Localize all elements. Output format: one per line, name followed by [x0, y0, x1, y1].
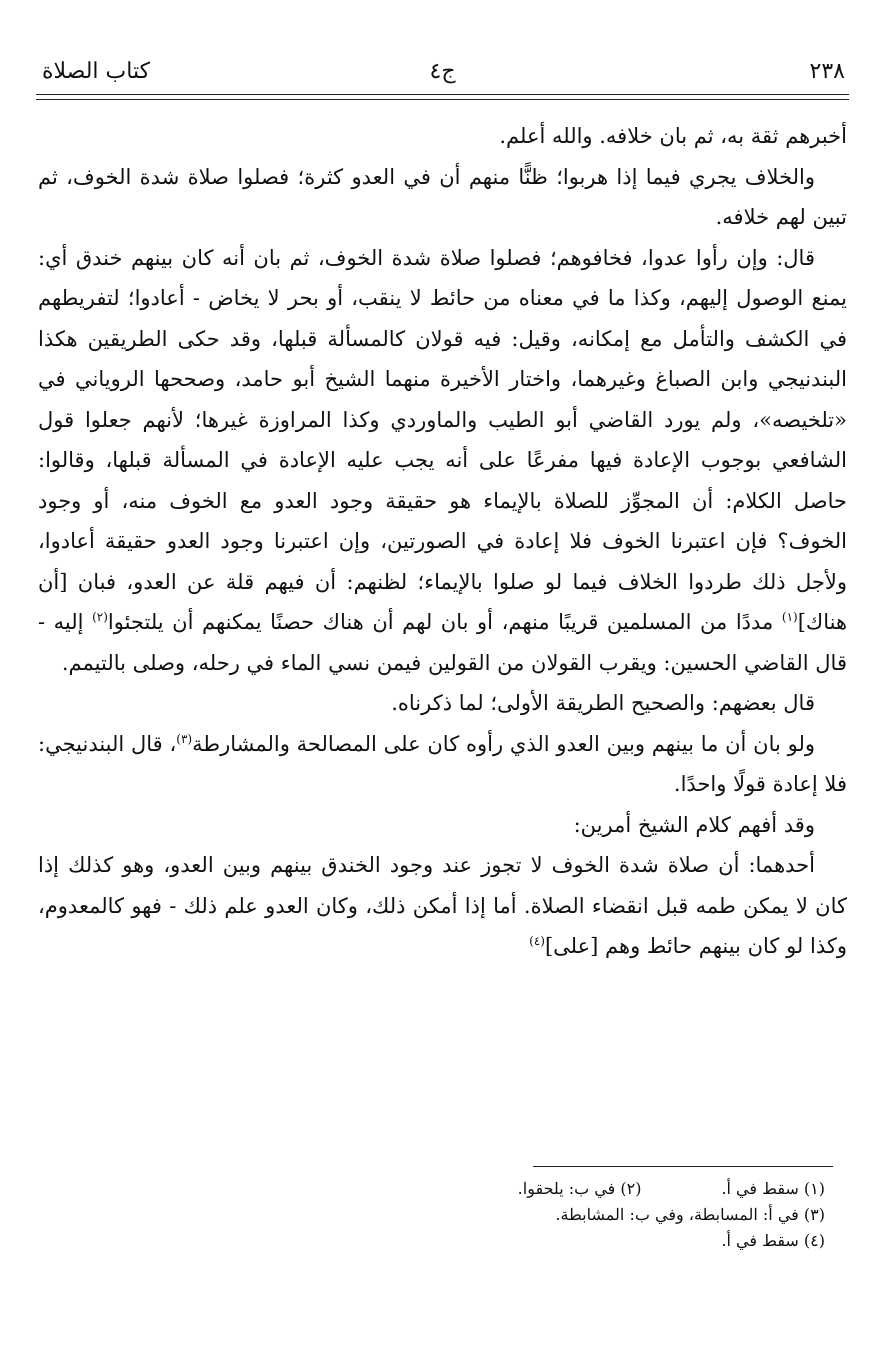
footnote-row — [60, 1202, 825, 1228]
footnote-row — [60, 1176, 825, 1202]
footnote-number: (٣) — [803, 1205, 825, 1224]
volume-label: ج٤ — [429, 59, 456, 84]
paragraph-5 — [38, 724, 847, 805]
main-text — [38, 116, 847, 967]
paragraph-6: وقد أفهم كلام الشيخ أمرين: — [573, 812, 815, 837]
paragraph-1: أخبرهم ثقة به، ثم بان خلافه. والله أعلم. — [499, 124, 847, 148]
paragraph-5-part-b: ، قال البندنيجي: فلا إعادة قولًا واحدًا. — [38, 731, 847, 796]
footnote-text: في ب: يلحقوا. — [517, 1179, 616, 1198]
footnote-number: (٤) — [803, 1231, 825, 1250]
footnote-number: (٢) — [620, 1179, 642, 1198]
footnote-text: سقط في أ. — [721, 1179, 799, 1198]
page-number: ٢٣٨ — [809, 59, 845, 84]
paragraph-3-part-a: قال: وإن رأوا عدوا، فخافوهم؛ فصلوا صلاة شدة الخوف، ثم بان أنه كان بينهم خندق أي: يمنع الوصول إليهم، وكذا ما في معناه من حائط لا ينقب، أو بحر لا يخاض - أعادوا؛ لتفريطهم في الكشف والتأمل مع إمكانه، وقيل: فيه قولان كالمسألة قبلها، وقد حكى الطريقين هكذا البندنيجي وابن الصباغ وغيرهما، واختار الأخيرة منهما الشيخ أبو حامد، وصححها الروياني في «تلخيصه»، ولم يورد القاضي أبو الطيب والماوردي وكذا المراوزة غيرها؛ لأنهم جعلوا قول الشافعي بوجوب الإعادة فيها مفرعًا على أنه يجب عليه الإعادة في المسألة قبلها، وقالوا: حاصل الكلام: أن المجوِّز للصلاة بالإيماء هو حقيقة وجود العدو مع الخوف منه، أو وجود الخوف؟ فإن اعتبرنا الخوف فلا إعادة في الصورتين، وإن اعتبرنا وجود العدو حقيقة أعادوا، ولأجل ذلك طردوا الخلاف فيما لو صلوا بالإيماء؛ لظنهم: أن فيهم قلة عن العدو، فبان [أن هناك] — [38, 245, 848, 634]
paragraph-3-part-b: مددًا من المسلمين قريبًا منهم، أو بان لهم أن هناك حصنًا يمكنهم أن يلتجئوا — [107, 610, 782, 634]
footnote-4 — [721, 1228, 825, 1254]
paragraph-7-text: أحدهما: أن صلاة شدة الخوف لا تجوز عند وجود الخندق بينهم وبين العدو، وهو كذلك إذا كان لا يمكن طمه قبل انقضاء الصلاة. أما إذا أمكن ذلك، وكان العدو علم ذلك - فهو كالمعدوم، وكذا لو كان بينهم حائط وهم [على] — [38, 853, 847, 958]
footnote-row — [60, 1228, 825, 1254]
footnote-text: سقط في أ. — [721, 1231, 799, 1250]
footnote-ref-2: (٢) — [92, 610, 108, 624]
footnote-3 — [555, 1202, 825, 1228]
paragraph-2: والخلاف يجري فيما إذا هربوا؛ ظنًّا منهم أن في العدو كثرة؛ فصلوا صلاة شدة الخوف، ثم تبين لهم خلافه. — [38, 164, 847, 229]
footnote-1 — [721, 1176, 825, 1202]
paragraph-3 — [38, 238, 847, 684]
footnote-separator — [533, 1166, 833, 1167]
paragraph-4: قال بعضهم: والصحيح الطريقة الأولى؛ لما ذكرناه. — [391, 691, 815, 715]
footnote-number: (١) — [803, 1179, 825, 1198]
footnote-ref-1: (١) — [781, 610, 798, 624]
paragraph-3-part-c: إليه - قال القاضي الحسين: ويقرب القولان من القولين فيمن نسي الماء في رحله، وصلى بالتيمم. — [38, 610, 847, 675]
book-title: كتاب الصلاة — [42, 59, 151, 84]
page-header — [36, 52, 849, 92]
paragraph-5-part-a: ولو بان أن ما بينهم وبين العدو الذي رأوه كان على المصالحة والمشارطة — [192, 731, 815, 756]
paragraph-7 — [38, 845, 847, 967]
footnote-ref-4: (٤) — [529, 934, 545, 948]
footnote-ref-3: (٣) — [176, 731, 193, 746]
footnote-text: في أ: المسابطة، وفي ب: المشابطة. — [555, 1205, 799, 1224]
header-rule-top — [36, 94, 849, 95]
footnotes — [60, 1176, 825, 1254]
footnote-2 — [518, 1176, 642, 1202]
header-rule-bottom — [36, 99, 849, 100]
